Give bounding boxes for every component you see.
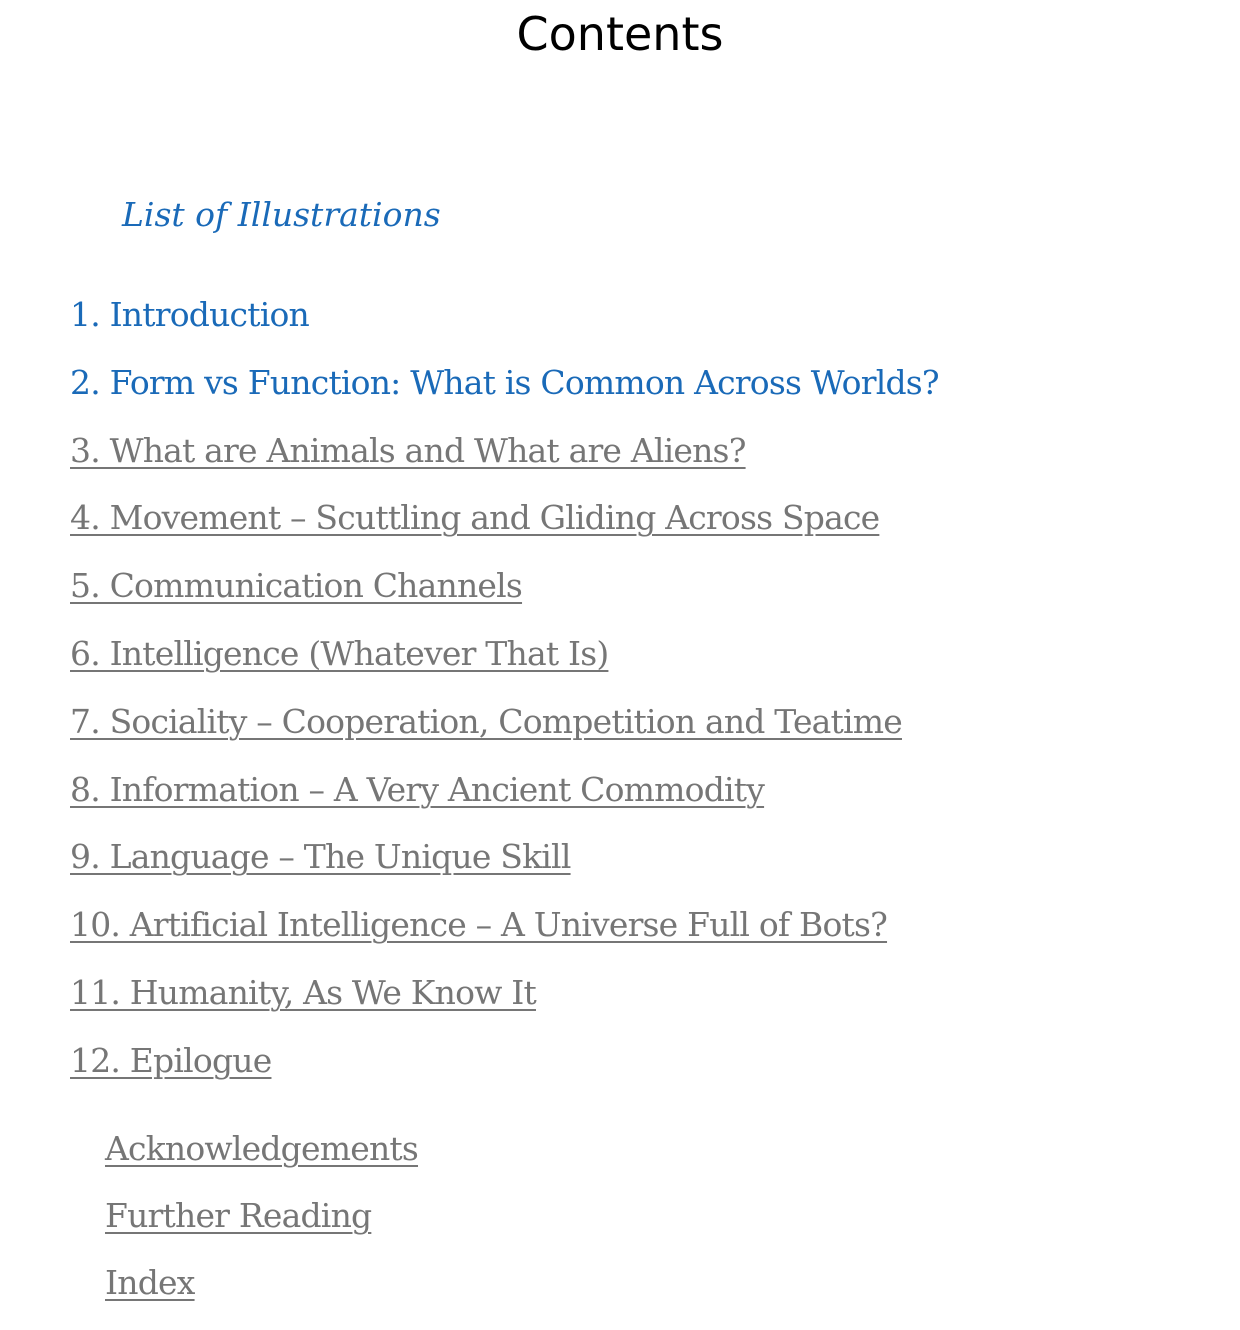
- chapter-item: [70, 493, 939, 561]
- chapter-link-3[interactable]: 3. What are Animals and What are Aliens?: [70, 430, 746, 470]
- chapter-item: [70, 1036, 939, 1104]
- chapter-item: [70, 765, 939, 833]
- chapter-item: [70, 900, 939, 968]
- chapter-link-9[interactable]: 9. Language – The Unique Skill: [70, 837, 571, 877]
- chapter-link-11[interactable]: 11. Humanity, As We Know It: [70, 972, 536, 1012]
- chapter-item: [70, 629, 939, 697]
- chapter-item: [70, 358, 939, 426]
- acknowledgements-link[interactable]: Acknowledgements: [105, 1129, 419, 1168]
- chapter-item: [70, 561, 939, 629]
- chapter-link-6[interactable]: 6. Intelligence (Whatever That Is): [70, 633, 609, 673]
- backmatter-list: [105, 1124, 418, 1325]
- chapter-link-7[interactable]: 7. Sociality – Cooperation, Competition and Teatime: [70, 701, 902, 741]
- chapter-link-12[interactable]: 12. Epilogue: [70, 1040, 272, 1080]
- page-title: Contents: [516, 7, 724, 61]
- chapter-link-8[interactable]: 8. Information – A Very Ancient Commodity: [70, 769, 765, 809]
- chapter-item: [70, 968, 939, 1036]
- chapter-link-1[interactable]: 1. Introduction: [70, 295, 309, 334]
- chapter-link-10[interactable]: 10. Artificial Intelligence – A Universe Full of Bots?: [70, 905, 888, 945]
- chapter-link-2[interactable]: 2. Form vs Function: What is Common Across Worlds?: [70, 362, 939, 402]
- chapter-item: [70, 426, 939, 494]
- further-reading-link[interactable]: Further Reading: [105, 1196, 372, 1235]
- index-link[interactable]: Index: [105, 1263, 195, 1302]
- backmatter-item: [105, 1124, 418, 1191]
- list-of-illustrations-link[interactable]: List of Illustrations: [122, 195, 441, 234]
- chapter-item: [70, 832, 939, 900]
- chapter-list: [70, 290, 939, 1104]
- chapter-item: [70, 697, 939, 765]
- backmatter-item: [105, 1258, 418, 1325]
- chapter-item: [70, 290, 939, 358]
- backmatter-item: [105, 1191, 418, 1258]
- chapter-link-4[interactable]: 4. Movement – Scuttling and Gliding Across Space: [70, 498, 880, 538]
- chapter-link-5[interactable]: 5. Communication Channels: [70, 566, 523, 606]
